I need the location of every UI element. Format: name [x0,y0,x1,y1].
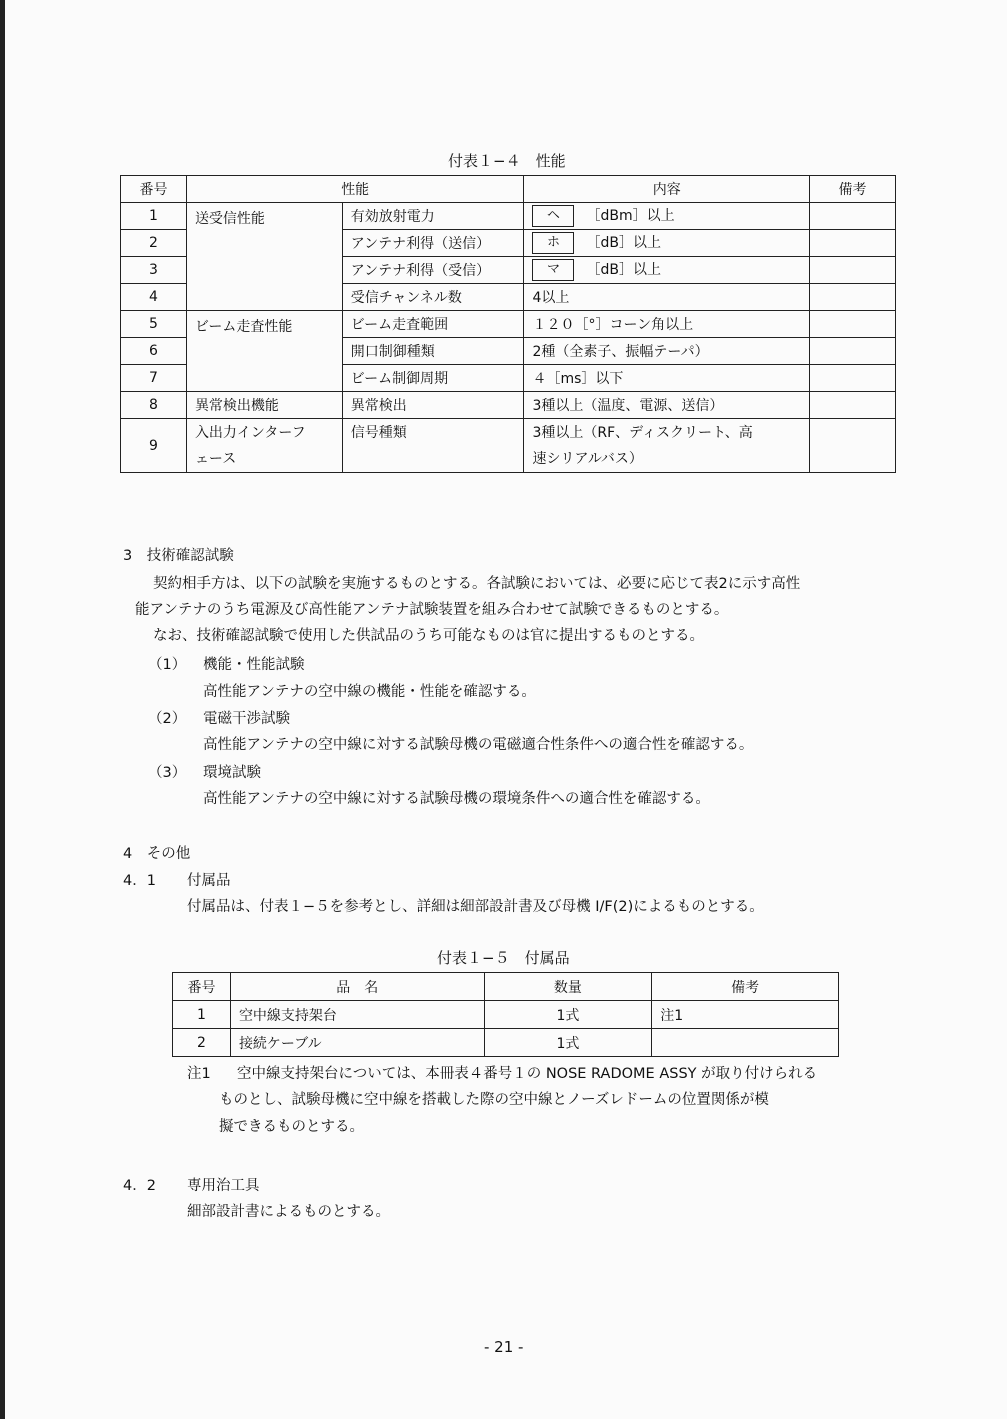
row-no: 8 [121,392,187,419]
note-label: 注1 [187,1066,211,1082]
row-name: 接続ケーブル [230,1029,484,1057]
test-item-title: 機能・性能試験 [203,657,305,673]
row-remarks: 注1 [652,1001,839,1029]
row-content [524,419,810,473]
sub1-title: 付属品 [187,873,231,889]
sub2-text: 細部設計書によるものとする。 [187,1204,390,1220]
row-item: ビーム制御周期 [342,365,524,392]
scan-edge [0,0,5,1419]
table2-caption: 付表１−５ 付属品 [437,949,570,967]
table-row [173,1001,839,1029]
row-content-text: ［dB］以上 [586,262,661,278]
row-content-text: ［dBm］以上 [586,208,675,224]
section3-heading: 3 技術確認試験 [123,548,234,564]
table-header-row [173,973,839,1001]
section3-para1-line2: 能アンテナのうち電源及び高性能アンテナ試験装置を組み合わせて試験できるものとする。 [135,602,729,618]
row-item: 異常検出 [342,392,524,419]
row-no: 1 [173,1001,231,1029]
row-group-line1: 入出力インターフ [194,424,306,441]
row-item: アンテナ利得（受信） [342,257,524,284]
row-content: ４［ms］以下 [524,365,810,392]
value-placeholder-box: マ [532,259,574,281]
test-item-number: （3） [148,765,187,781]
row-remarks [810,284,896,311]
row-remarks [810,203,896,230]
section3-para2: なお、技術確認試験で使用した供試品のうち可能なものは官に提出するものとする。 [153,628,704,644]
row-content-line1: 3種以上（RF、ディスクリート、高 [532,424,753,441]
row-group [186,419,342,473]
value-placeholder-box: ホ [532,232,574,254]
group-send-recv: 送受信性能 [186,203,342,311]
row-remarks [810,392,896,419]
group-beam: ビーム走査性能 [186,311,342,392]
note-line3: 擬できるものとする。 [219,1119,364,1135]
test-item-title: 電磁干渉試験 [203,711,290,727]
table-row [121,203,896,230]
row-content [524,257,810,284]
row-no: 2 [121,230,187,257]
header-qty: 数量 [484,973,652,1001]
row-content [524,230,810,257]
value-placeholder-box: ヘ [532,205,574,227]
row-item: アンテナ利得（送信） [342,230,524,257]
header-performance: 性能 [186,176,524,203]
row-group: 異常検出機能 [186,392,342,419]
test-item-number: （2） [148,711,187,727]
table1-caption: 付表１−４ 性能 [448,152,566,170]
section3-para1-line1: 契約相手方は、以下の試験を実施するものとする。各試験においては、必要に応じて表2に示す高性 [153,576,801,592]
test-item-desc: 高性能アンテナの空中線に対する試験母機の環境条件への適合性を確認する。 [203,791,710,807]
row-remarks [810,338,896,365]
test-item-desc: 高性能アンテナの空中線の機能・性能を確認する。 [203,684,536,700]
row-no: 1 [121,203,187,230]
row-item: 信号種類 [342,419,524,473]
test-item-desc: 高性能アンテナの空中線に対する試験母機の電磁適合性条件への適合性を確認する。 [203,737,754,753]
row-no: 3 [121,257,187,284]
row-qty: 1式 [484,1029,652,1057]
row-no: 4 [121,284,187,311]
table-header-row [121,176,896,203]
row-no: 2 [173,1029,231,1057]
row-item: 開口制御種類 [342,338,524,365]
table-row [121,392,896,419]
section4-heading: 4 その他 [123,846,191,862]
test-item-number: （1） [148,657,187,673]
sub2-number: 4．2 [123,1178,156,1194]
header-remarks: 備考 [652,973,839,1001]
test-item-title: 環境試験 [203,765,261,781]
row-remarks [810,230,896,257]
row-remarks [652,1029,839,1057]
row-no: 6 [121,338,187,365]
row-remarks [810,257,896,284]
row-content: 2種（全素子、振幅テーパ） [524,338,810,365]
header-no: 番号 [121,176,187,203]
row-no: 7 [121,365,187,392]
table-row [121,419,896,473]
note-line2: ものとし、試験母機に空中線を搭載した際の空中線とノーズレドームの位置関係が模 [219,1092,769,1108]
sub1-number: 4．1 [123,873,156,889]
row-item: 有効放射電力 [342,203,524,230]
table-row [121,311,896,338]
table-row [173,1029,839,1057]
row-content: 4以上 [524,284,810,311]
row-remarks [810,419,896,473]
row-name: 空中線支持架台 [230,1001,484,1029]
row-no: 9 [121,419,187,473]
page-number: - 21 - [484,1338,524,1356]
row-remarks [810,311,896,338]
row-content: 3種以上（温度、電源、送信） [524,392,810,419]
accessories-table [172,972,839,1057]
header-remarks: 備考 [810,176,896,203]
row-item: ビーム走査範囲 [342,311,524,338]
row-content: １２０［°］コーン角以上 [524,311,810,338]
header-name: 品 名 [230,973,484,1001]
row-group-line2: ェース [194,450,237,467]
row-content-line2: 速シリアルバス） [532,450,643,467]
note-line1: 空中線支持架台については、本冊表４番号１の NOSE RADOME ASSY が取り付けられる [237,1066,818,1082]
header-content: 内容 [524,176,810,203]
sub1-text: 付属品は、付表１−５を参考とし、詳細は細部設計書及び母機 I/F(2)によるものとする。 [187,899,764,915]
row-qty: 1式 [484,1001,652,1029]
row-content [524,203,810,230]
row-content-text: ［dB］以上 [586,235,661,251]
row-no: 5 [121,311,187,338]
row-item: 受信チャンネル数 [342,284,524,311]
performance-table [120,175,896,473]
sub2-title: 専用治工具 [187,1178,260,1194]
row-remarks [810,365,896,392]
header-no: 番号 [173,973,231,1001]
